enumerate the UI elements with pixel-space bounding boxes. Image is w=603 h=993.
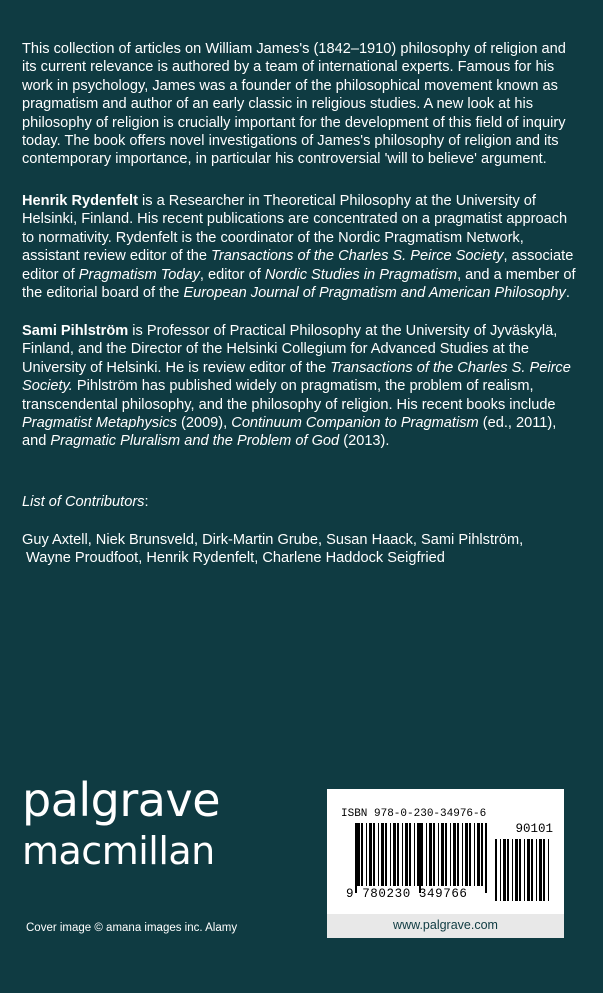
contributors-heading-colon: : — [144, 494, 149, 510]
bio-text: , and a member of the editorial board of the — [22, 266, 576, 302]
author-bio-pihlstrom — [22, 322, 578, 451]
book-title: Pragmatist Metaphysics — [22, 415, 177, 432]
description-paragraph: This collection of articles on William James's (1842–1910) philosophy of religion and its current relevance is authored by a team of international experts. Famous for his work in psychology, James was a founder of the philosophical movement known as pragmatism and author of an early classic in religious studies. A new look at his philosophy of religion is crucially important for the development of this field of inquiry today. The book offers novel investigations of James's philosophy of religion and its contemporary importance, in particular his controversial 'will to believe' argument. — [22, 41, 566, 168]
journal-title: Transactions of the Charles S. Peirce Society. — [22, 359, 571, 395]
barcode-panel — [327, 789, 564, 914]
bio-text: (ed., 2011), and — [22, 415, 557, 450]
contributors-line: Guy Axtell, Niek Brunsveld, Dirk-Martin Grube, Susan Haack, Sami Pihlström, — [22, 532, 524, 548]
website-bar — [327, 914, 564, 938]
bio-text: (2009), — [176, 415, 232, 432]
journal-title: Pragmatism Today — [78, 266, 200, 283]
bio-text: is a Researcher in Theoretical Philosophy at the University of Helsinki, Finland. His recent publications are concentrated on a pragmatist approach to normativity. Rydenfelt is the coordinator of the Nordic Pragmatism Network, assistant review editor of the — [22, 193, 568, 265]
journal-title: Transactions of the Charles S. Peirce Society — [211, 248, 504, 265]
contributors-heading — [22, 493, 578, 511]
publisher-logo-palgrave: palgrave — [22, 773, 220, 827]
author-bio-rydenfelt — [22, 192, 578, 302]
contributors-heading-text: List of Contributors — [22, 494, 145, 510]
bio-text: , associate editor of — [22, 248, 574, 283]
author-name: Henrik Rydenfelt — [22, 193, 138, 209]
website-link[interactable]: www.palgrave.com — [393, 918, 498, 932]
journal-title: European Journal of Pragmatism and American Philosophy — [183, 285, 566, 302]
contributors-line: Wayne Proudfoot, Henrik Rydenfelt, Charlene Haddock Seigfried — [26, 550, 445, 567]
book-title: Continuum Companion to Pragmatism — [231, 415, 479, 432]
bio-text: (2013). — [339, 433, 390, 450]
author-name: Sami Pihlström — [22, 323, 129, 339]
ean-digits: 9 780230 349766 — [346, 887, 468, 901]
bio-text: is Professor of Practical Philosophy at the University of Jyväskylä, Finland, and the Director of the Helsinki Collegium for Advanced Studies at the University of Helsinki. He is review editor of the — [22, 323, 558, 376]
price-code: 90101 — [515, 822, 553, 836]
contributors-list — [22, 531, 578, 568]
isbn-label: ISBN 978-0-230-34976-6 — [341, 808, 487, 820]
bio-text: , editor of — [199, 266, 265, 283]
journal-title: Nordic Studies in Pragmatism — [264, 266, 458, 283]
cover-image-credit: Cover image © amana images inc. Alamy — [26, 922, 238, 934]
publisher-logo-macmillan: macmillan — [22, 829, 215, 873]
book-title: Pragmatic Pluralism and the Problem of God — [50, 433, 340, 450]
bio-text: Pihlström has published widely on pragmatism, the problem of realism, transcendental philosophy, and the philosophy of religion. His recent books include — [22, 378, 556, 413]
bio-text: . — [565, 285, 570, 302]
